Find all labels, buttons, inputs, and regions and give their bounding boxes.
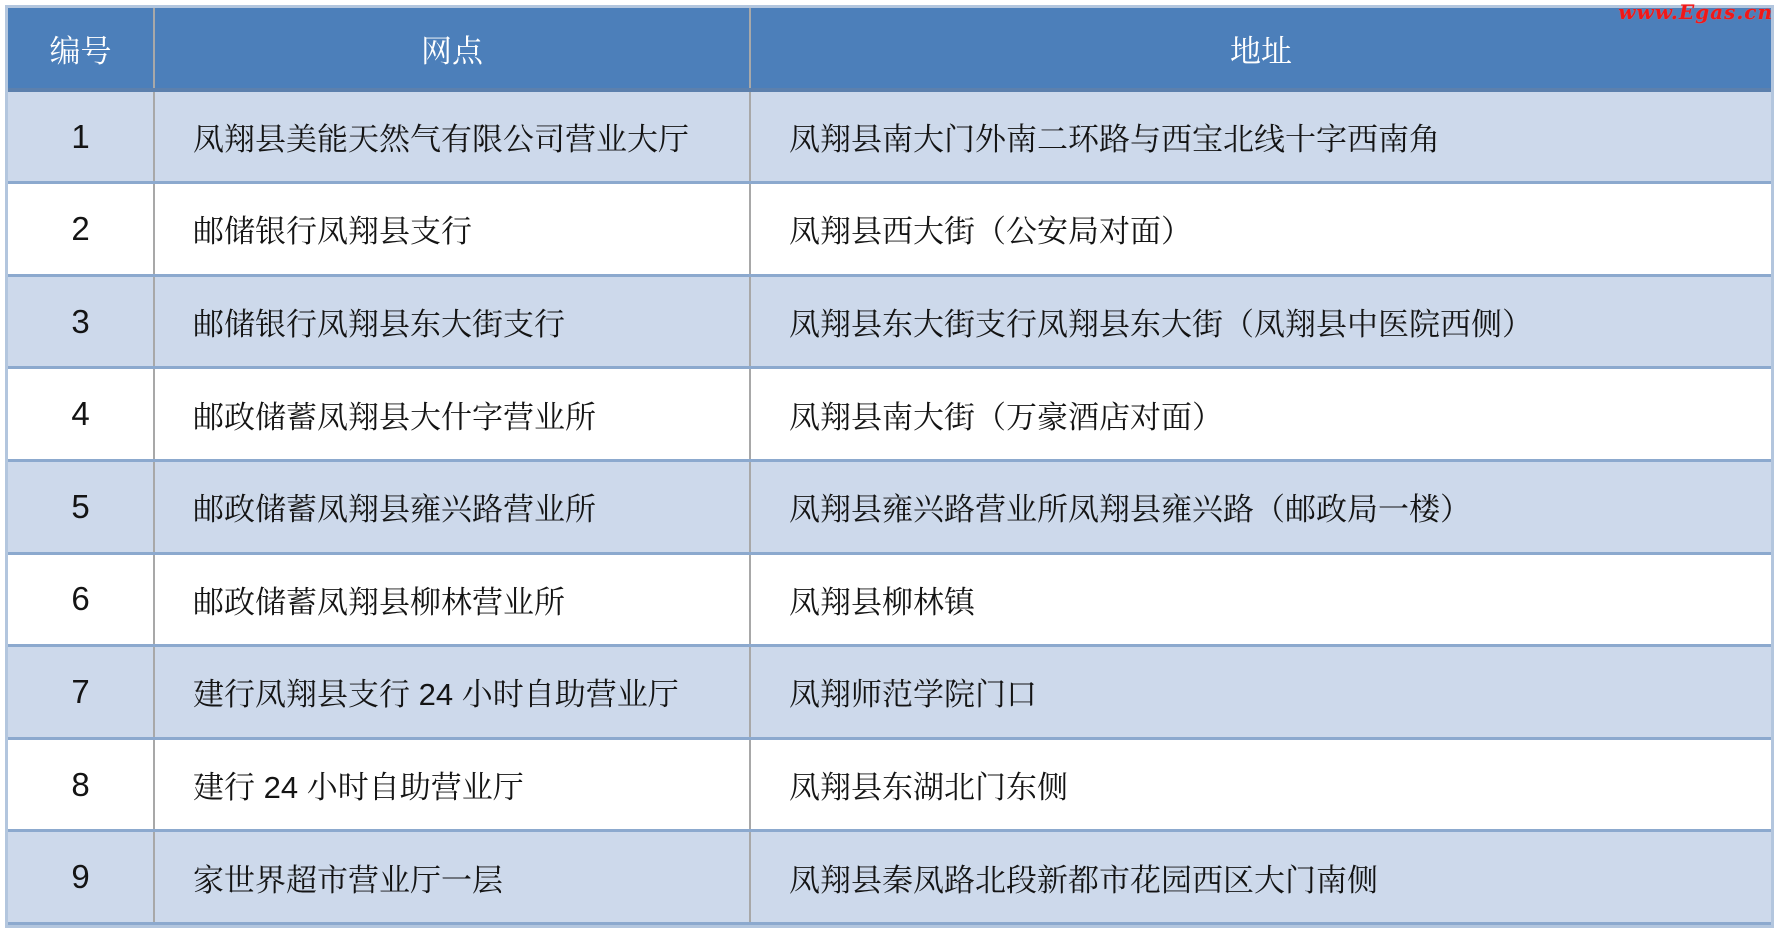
address-cell: 凤翔县南大街（万豪酒店对面） — [750, 368, 1771, 461]
row-number-cell: 3 — [8, 275, 154, 368]
row-number-cell: 8 — [8, 738, 154, 831]
table-row — [8, 460, 1771, 553]
table-header — [8, 8, 1771, 90]
table-row — [8, 738, 1771, 831]
table-row — [8, 553, 1771, 646]
address-cell: 凤翔县南大门外南二环路与西宝北线十字西南角 — [750, 90, 1771, 183]
row-number-cell: 5 — [8, 460, 154, 553]
branch-cell: 邮政储蓄凤翔县柳林营业所 — [154, 553, 750, 646]
address-cell: 凤翔县柳林镇 — [750, 553, 1771, 646]
header-cell-number: 编号 — [8, 8, 154, 90]
address-cell: 凤翔县雍兴路营业所凤翔县雍兴路（邮政局一楼） — [750, 460, 1771, 553]
branch-cell: 凤翔县美能天然气有限公司营业大厅 — [154, 90, 750, 183]
row-number-cell: 6 — [8, 553, 154, 646]
branch-cell: 建行 24 小时自助营业厅 — [154, 738, 750, 831]
branch-table-frame — [5, 5, 1774, 928]
table-row — [8, 275, 1771, 368]
table-row — [8, 368, 1771, 461]
header-row — [8, 8, 1771, 90]
table-row — [8, 646, 1771, 739]
header-cell-branch: 网点 — [154, 8, 750, 90]
branch-table — [8, 8, 1771, 925]
branch-cell: 邮政储蓄凤翔县大什字营业所 — [154, 368, 750, 461]
row-number-cell: 2 — [8, 183, 154, 276]
address-cell: 凤翔县秦凤路北段新都市花园西区大门南侧 — [750, 831, 1771, 924]
header-cell-address: 地址 — [750, 8, 1771, 90]
row-number-cell: 7 — [8, 646, 154, 739]
address-cell: 凤翔县西大街（公安局对面） — [750, 183, 1771, 276]
address-cell: 凤翔县东湖北门东侧 — [750, 738, 1771, 831]
address-cell: 凤翔师范学院门口 — [750, 646, 1771, 739]
table-row — [8, 90, 1771, 183]
branch-cell: 建行凤翔县支行 24 小时自助营业厅 — [154, 646, 750, 739]
address-cell: 凤翔县东大街支行凤翔县东大街（凤翔县中医院西侧） — [750, 275, 1771, 368]
branch-cell: 邮储银行凤翔县东大街支行 — [154, 275, 750, 368]
table-row — [8, 831, 1771, 924]
table-body — [8, 90, 1771, 924]
branch-cell: 邮储银行凤翔县支行 — [154, 183, 750, 276]
row-number-cell: 4 — [8, 368, 154, 461]
row-number-cell: 1 — [8, 90, 154, 183]
row-number-cell: 9 — [8, 831, 154, 924]
branch-cell: 家世界超市营业厅一层 — [154, 831, 750, 924]
branch-cell: 邮政储蓄凤翔县雍兴路营业所 — [154, 460, 750, 553]
site-watermark: www.Egas.cn — [1618, 0, 1773, 24]
table-row — [8, 183, 1771, 276]
